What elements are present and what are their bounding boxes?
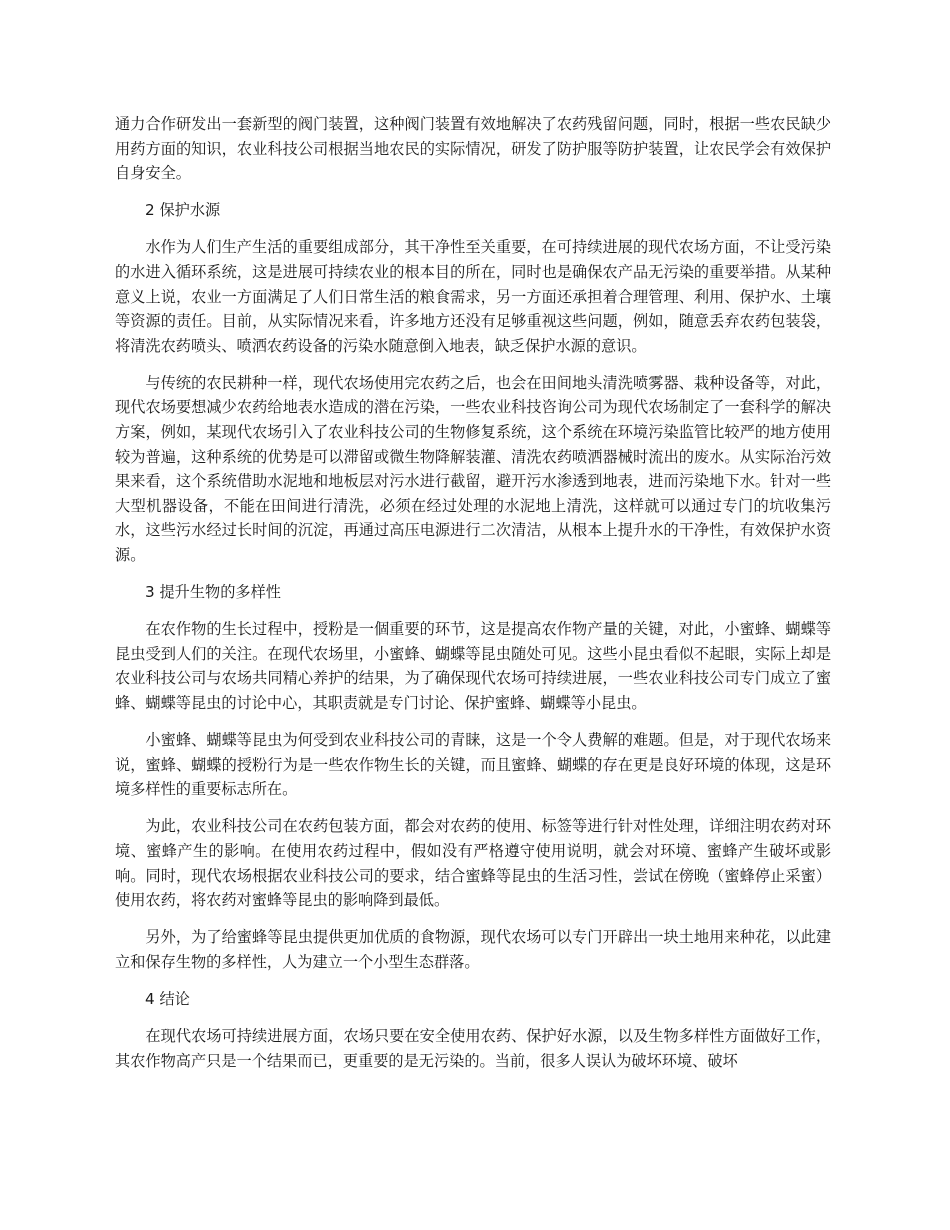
paragraph-conclusion: 在现代农场可持续进展方面，农场只要在安全使用农药、保护好水源，以及生物多样性方面做好工作，其农作物高产只是一个结果而已，更重要的是无污染的。当前，很多人误认为破坏环境、破坏 — [115, 1027, 831, 1070]
section-heading-conclusion: 4 结论 — [145, 989, 190, 1008]
paragraph-continuation: 通力合作研发出一套新型的阀门装置，这种阀门装置有效地解决了农药残留问题，同时，根据一些农民缺少用药方面的知识，农业科技公司根据当地农民的实际情况，研发了防护服等防护装置，让农民学会有效保护自身安全。 — [115, 115, 831, 183]
paragraph-flower-planting: 另外，为了给蜜蜂等昆虫提供更加优质的食物源，现代农场可以专门开辟出一块土地用来种花，以此建立和保存生物的多样性，人为建立一个小型生态群落。 — [115, 928, 831, 971]
paragraph-pesticide-labels: 为此，农业科技公司在农药包装方面，都会对农药的使用、标签等进行针对性处理，详细注明农药对环境、蜜蜂产生的影响。在使用农药过程中，假如没有严格遵守使用说明，就会对环境、蜜蜂产生破坏或影响。同时，现代农场根据农业科技公司的要求，结合蜜蜂等昆虫的生活习性，尝试在傍晚（蜜蜂停止采蜜）使用农药，将农药对蜜蜂等昆虫的影响降到最低。 — [115, 817, 831, 910]
paragraph-bioremediation: 与传统的农民耕种一样，现代农场使用完农药之后，也会在田间地头清洗喷雾器、栽种设备等，对此，现代农场要想减少农药给地表水造成的潜在污染，一些农业科技咨询公司为现代农场制定了一套科学的解决方案，例如，某现代农场引入了农业科技公司的生物修复系统，这个系统在环境污染监管比较严的地方使用较为普遍，这种系统的优势是可以滞留或微生物降解装灌、清洗农药喷洒器械时流出的废水。从实际治污效果来看，这个系统借助水泥地和地板层对污水进行截留，避开污水渗透到地表，进而污染地下水。针对一些大型机器设备，不能在田间进行清洗，必须在经过处理的水泥地上清洗，这样就可以通过专门的坑收集污水，这些污水经过长时间的沉淀，再通过高压电源进行二次清洁，从根本上提升水的干净性，有效保护水资源。 — [115, 373, 831, 564]
paragraph-bees-butterflies: 小蜜蜂、蝴蝶等昆虫为何受到农业科技公司的青睐，这是一个令人费解的难题。但是，对于现代农场来说，蜜蜂、蝴蝶的授粉行为是一些农作物生长的关键，而且蜜蜂、蝴蝶的存在更是良好环境的体现，这是环境多样性的重要标志所在。 — [115, 731, 831, 799]
paragraph-pollination: 在农作物的生长过程中，授粉是一個重要的环节，这是提高农作物产量的关键，对此，小蜜蜂、蝴蝶等昆虫受到人们的关注。在现代农场里，小蜜蜂、蝴蝶等昆虫随处可见。这些小昆虫看似不起眼，实际上却是农业科技公司与农场共同精心养护的结果，为了确保现代农场可持续进展，一些农业科技公司专门成立了蜜蜂、蝴蝶等昆虫的讨论中心，其职责就是专门讨论、保护蜜蜂、蝴蝶等小昆虫。 — [115, 620, 831, 712]
paragraph-water-importance: 水作为人们生产生活的重要组成部分，其干净性至关重要，在可持续进展的现代农场方面，不让受污染的水进入循环系统，这是进展可持续农业的根本目的所在，同时也是确保农产品无污染的重要举措。从某种意义上说，农业一方面满足了人们日常生活的粮食需求，另一方面还承担着合理管理、利用、保护水、土壤等资源的责任。目前，从实际情况来看，许多地方还没有足够重视这些问题，例如，随意丢弃农药包装袋，将清洗农药喷头、喷洒农药设备的污染水随意倒入地表，缺乏保护水源的意识。 — [115, 238, 831, 355]
document-page — [115, 112, 831, 1086]
section-heading-biodiversity: 3 提升生物的多样性 — [145, 583, 281, 602]
section-heading-protect-water: 2 保护水源 — [145, 201, 221, 220]
